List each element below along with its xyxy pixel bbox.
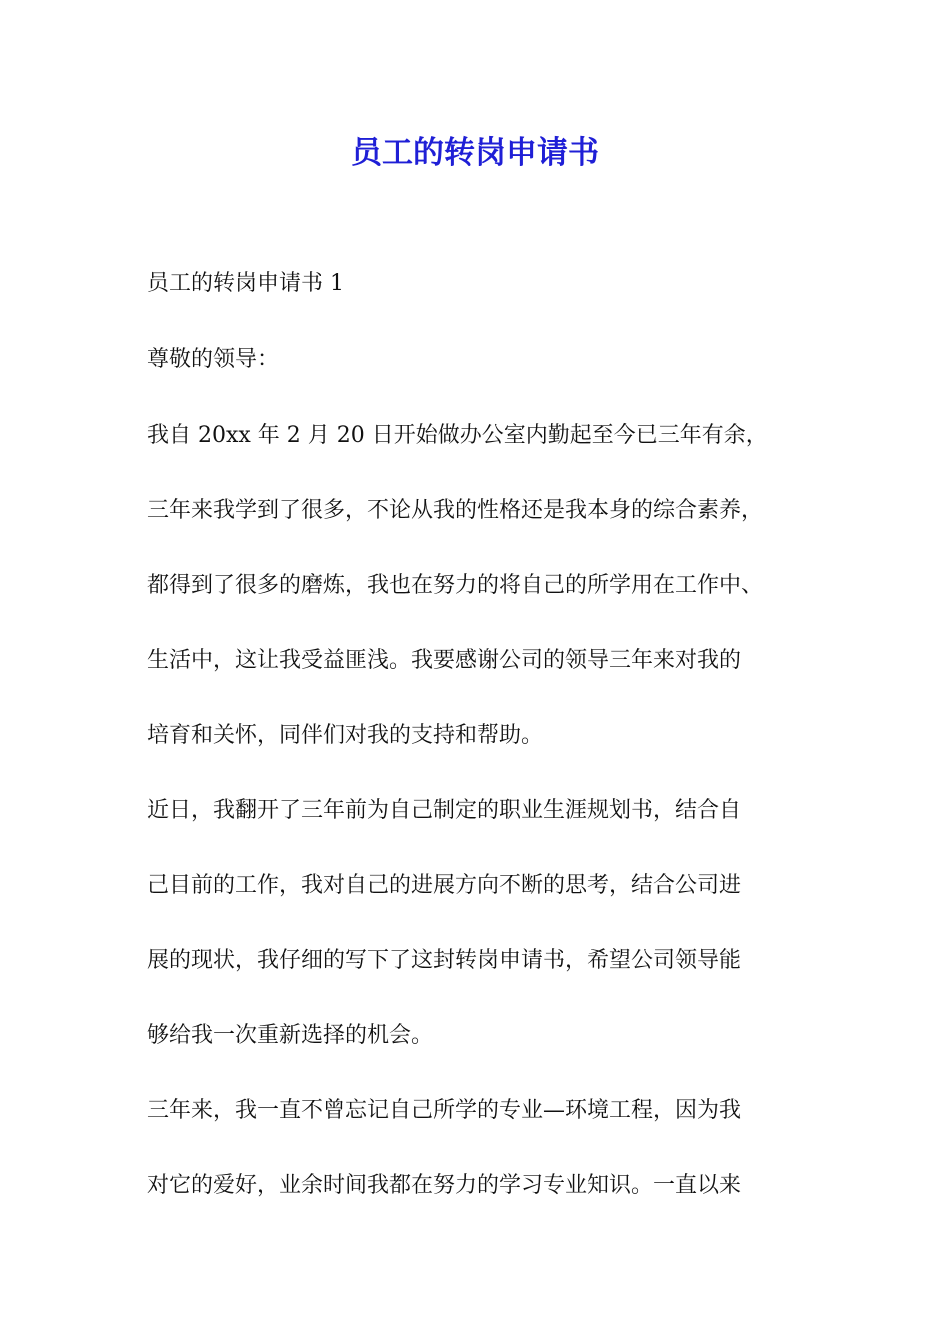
body-line: 培育和关怀，同伴们对我的支持和帮助。 [147,723,544,748]
document-title: 员工的转岗申请书 [351,135,599,171]
body-line: 生活中，这让我受益匪浅。我要感谢公司的领导三年来对我的 [147,648,742,673]
salutation: 尊敬的领导： [147,347,280,372]
body-line: 对它的爱好，业余时间我都在努力的学习专业知识。一直以来 [147,1173,742,1198]
body-line: 三年来，我一直不曾忘记自己所学的专业—环境工程，因为我 [147,1098,742,1123]
section-heading: 员工的转岗申请书 1 [147,271,344,296]
body-line: 我自 20xx 年 2 月 20 日开始做办公室内勤起至今已三年有余， [147,423,768,448]
body-line: 都得到了很多的磨炼，我也在努力的将自己的所学用在工作中、 [147,573,764,598]
body-line: 近日，我翻开了三年前为自己制定的职业生涯规划书，结合自 [147,798,742,823]
body-line: 展的现状，我仔细的写下了这封转岗申请书，希望公司领导能 [147,948,742,973]
body-line: 够给我一次重新选择的机会。 [147,1023,434,1048]
body-line: 三年来我学到了很多，不论从我的性格还是我本身的综合素养， [147,498,764,523]
body-line: 己目前的工作，我对自己的进展方向不断的思考，结合公司进 [147,873,742,898]
